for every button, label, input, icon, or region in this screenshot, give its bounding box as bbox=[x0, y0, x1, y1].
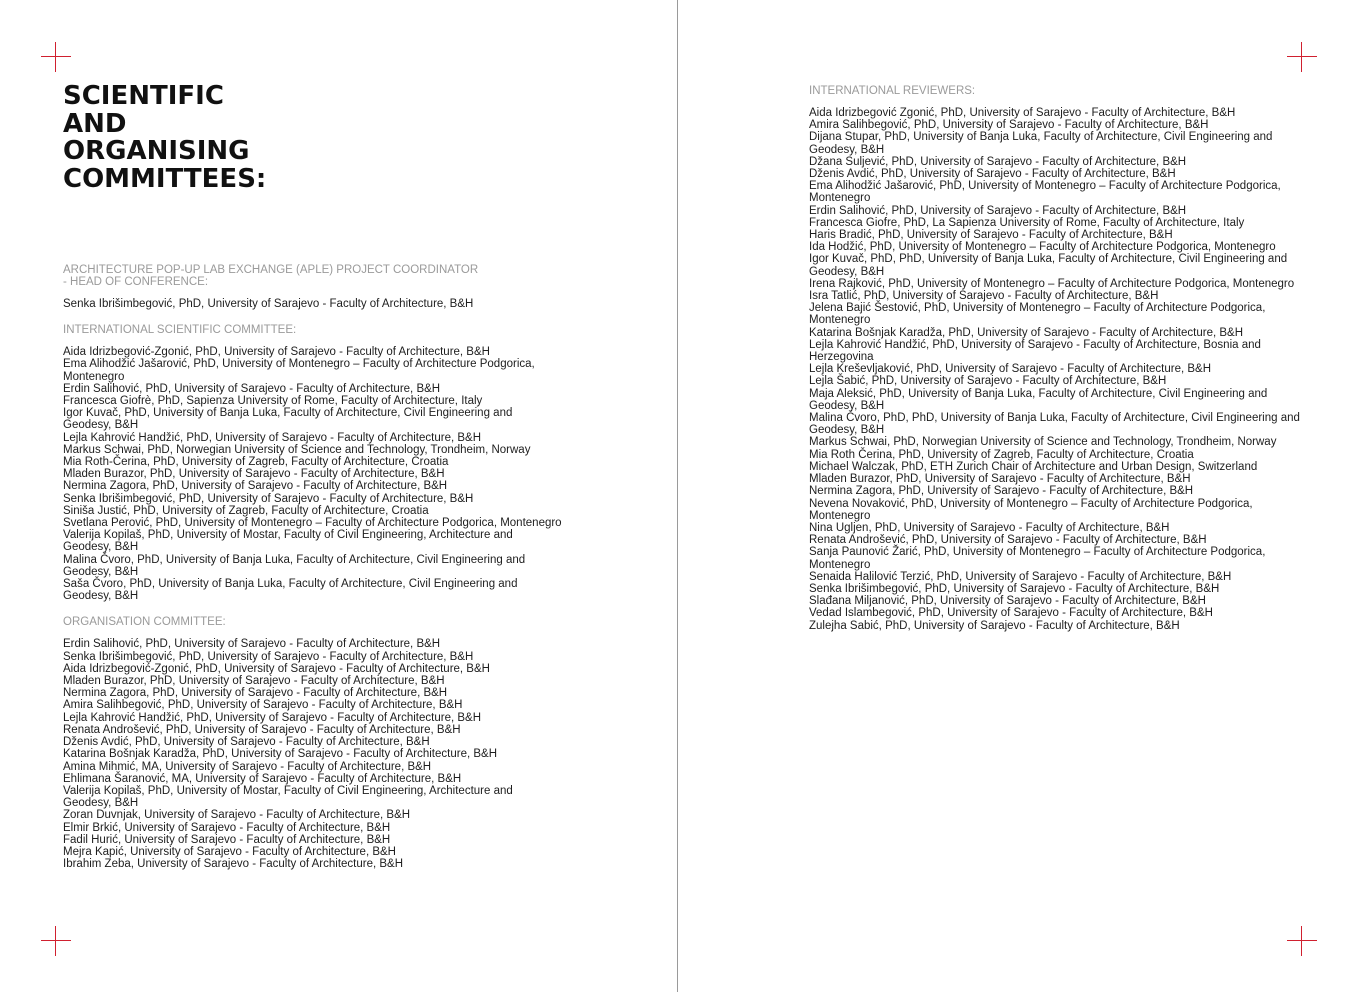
list-item: Fadil Hurić, University of Sarajevo - Faculty of Architecture, B&H bbox=[63, 833, 391, 846]
list-item: Ida Hodžić, PhD, University of Montenegro – Faculty of Architecture Podgorica, Montenegro bbox=[809, 241, 1276, 254]
crop-mark-icon bbox=[41, 926, 71, 956]
list-item: Nevena Novaković, PhD, University of Montenegro – Faculty of Architecture Podgorica, Montenegro bbox=[809, 497, 1253, 522]
list-item: Mladen Burazor, PhD, University of Sarajevo - Faculty of Architecture, B&H bbox=[63, 675, 445, 688]
crop-mark-icon bbox=[41, 42, 71, 72]
list-item: Renata Androšević, PhD, University of Sarajevo - Faculty of Architecture, B&H bbox=[809, 534, 1207, 547]
list-item: Svetlana Perović, PhD, University of Montenegro – Faculty of Architecture Podgorica, Montenegro bbox=[63, 517, 562, 530]
list-item: Senka Ibrišimbegović, PhD, University of Sarajevo - Faculty of Architecture, B&H bbox=[809, 582, 1220, 595]
list-item: Ema Alihodžić Jašarović, PhD, University of Montenegro – Faculty of Architecture Podgorica, Montenegro bbox=[63, 358, 535, 383]
list-item: Ibrahim Zeba, University of Sarajevo - Faculty of Architecture, B&H bbox=[63, 858, 404, 871]
list-item: Irena Rajković, PhD, University of Montenegro – Faculty of Architecture Podgorica, Montenegro bbox=[809, 277, 1295, 290]
list-item: Haris Bradić, PhD, University of Sarajevo - Faculty of Architecture, B&H bbox=[809, 229, 1173, 242]
coordinator-heading: ARCHITECTURE POP-UP LAB EXCHANGE (APLE) PROJECT COORDINATOR - HEAD OF CONFERENCE: bbox=[63, 264, 479, 288]
list-item: Markus Schwai, PhD, Norwegian University of Science and Technology, Trondheim, Norway bbox=[63, 443, 531, 456]
list-item: Mladen Burazor, PhD, University of Sarajevo - Faculty of Architecture, B&H bbox=[809, 473, 1191, 486]
list-item: Senka Ibrišimbegović, PhD, University of Sarajevo - Faculty of Architecture, B&H bbox=[63, 298, 474, 310]
list-item: Valerija Kopilaš, PhD, University of Mostar, Faculty of Civil Engineering, Architecture and Geodesy, B&H bbox=[63, 529, 513, 554]
list-item: Francesca Giofre, PhD, La Sapienza University of Rome, Faculty of Architecture, Italy bbox=[809, 216, 1245, 229]
list-item: Erdin Salihović, PhD, University of Sarajevo - Faculty of Architecture, B&H bbox=[809, 204, 1187, 217]
left-page-column bbox=[63, 264, 563, 884]
list-item: Slađana Miljanović, PhD, University of Sarajevo - Faculty of Architecture, B&H bbox=[809, 595, 1206, 608]
organisation-committee-heading: ORGANISATION COMMITTEE: bbox=[63, 616, 226, 629]
list-item: Lejla Kreševljaković, PhD, University of Sarajevo - Faculty of Architecture, B&H bbox=[809, 363, 1212, 376]
list-item: Dženis Avdić, PhD, University of Sarajevo - Faculty of Architecture, B&H bbox=[809, 168, 1176, 181]
list-item: Amira Salihbegović, PhD, University of Sarajevo - Faculty of Architecture, B&H bbox=[809, 119, 1209, 132]
list-item: Lejla Kahrović Handžić, PhD, University of Sarajevo - Faculty of Architecture, B&H bbox=[63, 431, 482, 444]
organisation-committee-section bbox=[63, 616, 563, 870]
list-item: Francesca Giofrè, PhD, Sapienza University of Rome, Faculty of Architecture, Italy bbox=[63, 395, 483, 408]
list-item: Erdin Salihović, PhD, University of Sarajevo - Faculty of Architecture, B&H bbox=[63, 638, 441, 651]
list-item: Elmir Brkić, University of Sarajevo - Faculty of Architecture, B&H bbox=[63, 821, 391, 834]
list-item: Džana Suljević, PhD, University of Sarajevo - Faculty of Architecture, B&H bbox=[809, 155, 1187, 168]
list-item: Maja Aleksić, PhD, University of Banja Luka, Faculty of Architecture, Civil Engineering and Geodesy, B&H bbox=[809, 387, 1268, 412]
list-item: Igor Kuvač, PhD, PhD, University of Banja Luka, Faculty of Architecture, Civil Engineering and Geodesy, B&H bbox=[809, 253, 1288, 278]
list-item: Nermina Zagora, PhD, University of Sarajevo - Faculty of Architecture, B&H bbox=[809, 485, 1194, 498]
list-item: Igor Kuvač, PhD, University of Banja Luka, Faculty of Architecture, Civil Engineering and Geodesy, B&H bbox=[63, 407, 513, 432]
page-title: SCIENTIFIC AND ORGANISING COMMITTEES: bbox=[63, 81, 267, 194]
list-item: Zoran Duvnjak, University of Sarajevo - Faculty of Architecture, B&H bbox=[63, 809, 411, 822]
list-item: Vedad Islambegović, PhD, University of Sarajevo - Faculty of Architecture, B&H bbox=[809, 607, 1213, 620]
reviewers-heading: INTERNATIONAL REVIEWERS: bbox=[809, 85, 976, 97]
list-item: Zulejha Sabić, PhD, University of Sarajevo - Faculty of Architecture, B&H bbox=[809, 619, 1180, 632]
list-item: Amina Mihmić, MA, University of Sarajevo - Faculty of Architecture, B&H bbox=[63, 760, 432, 773]
list-item: Dijana Stupar, PhD, University of Banja Luka, Faculty of Architecture, Civil Engineering and Geodesy, B&H bbox=[809, 131, 1273, 156]
list-item: Lejla Šabić, PhD, University of Sarajevo - Faculty of Architecture, B&H bbox=[809, 375, 1167, 388]
list-item: Saša Čvoro, PhD, University of Banja Luka, Faculty of Architecture, Civil Engineering and Geodesy, B&H bbox=[63, 578, 518, 603]
right-page-column bbox=[809, 85, 1309, 646]
list-item: Markus Schwai, PhD, Norwegian University of Science and Technology, Trondheim, Norway bbox=[809, 436, 1277, 449]
list-item: Amira Salihbegović, PhD, University of Sarajevo - Faculty of Architecture, B&H bbox=[63, 699, 463, 712]
list-item: Nina Ugljen, PhD, University of Sarajevo - Faculty of Architecture, B&H bbox=[809, 521, 1170, 534]
list-item: Senka Ibrišimbegović, PhD, University of Sarajevo - Faculty of Architecture, B&H bbox=[63, 492, 474, 505]
page-spread-divider bbox=[677, 0, 678, 992]
list-item: Isra Tatlić, PhD, University of Sarajevo - Faculty of Architecture, B&H bbox=[809, 290, 1159, 303]
list-item: Mladen Burazor, PhD, University of Sarajevo - Faculty of Architecture, B&H bbox=[63, 468, 445, 481]
list-item: Michael Walczak, PhD, ETH Zurich Chair of Architecture and Urban Design, Switzerland bbox=[809, 460, 1258, 473]
list-item: Malina Čvoro, PhD, University of Banja Luka, Faculty of Architecture, Civil Engineering and Geodesy, B&H bbox=[63, 553, 526, 578]
list-item: Aida Idrizbegović-Zgonić, PhD, University of Sarajevo - Faculty of Architecture, B&H bbox=[63, 346, 490, 359]
list-item: Malina Čvoro, PhD, PhD, University of Banja Luka, Faculty of Architecture, Civil Engineering and Geodesy, B&H bbox=[809, 412, 1300, 437]
list-item: Ehlimana Šaranović, MA, University of Sarajevo - Faculty of Architecture, B&H bbox=[63, 772, 462, 785]
list-item: Lejla Kahrović Handžić, PhD, University of Sarajevo - Faculty of Architecture, B&H bbox=[63, 711, 482, 724]
coordinator-section bbox=[63, 264, 563, 310]
reviewers-list bbox=[809, 107, 1309, 632]
list-item: Mejra Kapić, University of Sarajevo - Faculty of Architecture, B&H bbox=[63, 845, 396, 858]
list-item: Mia Roth Čerina, PhD, University of Zagreb, Faculty of Architecture, Croatia bbox=[809, 448, 1194, 461]
list-item: Ema Alihodžić Jašarović, PhD, University of Montenegro – Faculty of Architecture Podgorica, Montenegro bbox=[809, 180, 1281, 205]
list-item: Lejla Kahrović Handžić, PhD, University of Sarajevo - Faculty of Architecture, Bosnia and Herzegovina bbox=[809, 338, 1261, 364]
list-item: Siniša Justić, PhD, University of Zagreb, Faculty of Architecture, Croatia bbox=[63, 504, 429, 517]
list-item: Valerija Kopilaš, PhD, University of Mostar, Faculty of Civil Engineering, Architecture and Geodesy, B&H bbox=[63, 784, 513, 810]
scientific-committee-heading: INTERNATIONAL SCIENTIFIC COMMITTEE: bbox=[63, 324, 297, 337]
list-item: Erdin Salihović, PhD, University of Sarajevo - Faculty of Architecture, B&H bbox=[63, 382, 441, 395]
list-item: Senka Ibrišimbegović, PhD, University of Sarajevo - Faculty of Architecture, B&H bbox=[63, 650, 474, 663]
list-item: Katarina Bošnjak Karadža, PhD, University of Sarajevo - Faculty of Architecture, B&H bbox=[63, 748, 497, 761]
list-item: Aida Idrizbegović Zgonić, PhD, University of Sarajevo - Faculty of Architecture, B&H bbox=[809, 107, 1236, 119]
list-item: Renata Androšević, PhD, University of Sarajevo - Faculty of Architecture, B&H bbox=[63, 723, 461, 736]
list-item: Nermina Zagora, PhD, University of Sarajevo - Faculty of Architecture, B&H bbox=[63, 480, 448, 493]
list-item: Senaida Halilović Terzić, PhD, University of Sarajevo - Faculty of Architecture, B&H bbox=[809, 570, 1232, 583]
reviewers-section bbox=[809, 85, 1309, 632]
list-item: Sanja Paunović Žarić, PhD, University of Montenegro – Faculty of Architecture Podgorica, Montenegro bbox=[809, 546, 1266, 571]
scientific-committee-section bbox=[63, 324, 563, 602]
crop-mark-icon bbox=[1287, 926, 1317, 956]
list-item: Mia Roth-Čerina, PhD, University of Zagreb, Faculty of Architecture, Croatia bbox=[63, 456, 449, 469]
crop-mark-icon bbox=[1287, 42, 1317, 72]
scientific-committee-list bbox=[63, 346, 563, 602]
list-item: Katarina Bošnjak Karadža, PhD, University of Sarajevo - Faculty of Architecture, B&H bbox=[809, 326, 1243, 339]
coordinator-list bbox=[63, 298, 563, 310]
list-item: Aida Idrizbegović-Zgonić, PhD, University of Sarajevo - Faculty of Architecture, B&H bbox=[63, 662, 490, 675]
list-item: Nermina Zagora, PhD, University of Sarajevo - Faculty of Architecture, B&H bbox=[63, 687, 448, 700]
list-item: Dženis Avdić, PhD, University of Sarajevo - Faculty of Architecture, B&H bbox=[63, 736, 430, 749]
list-item: Jelena Bajić Šestović, PhD, University of Montenegro – Faculty of Architecture Podgorica, Montenegro bbox=[809, 302, 1266, 327]
organisation-committee-list bbox=[63, 638, 563, 870]
